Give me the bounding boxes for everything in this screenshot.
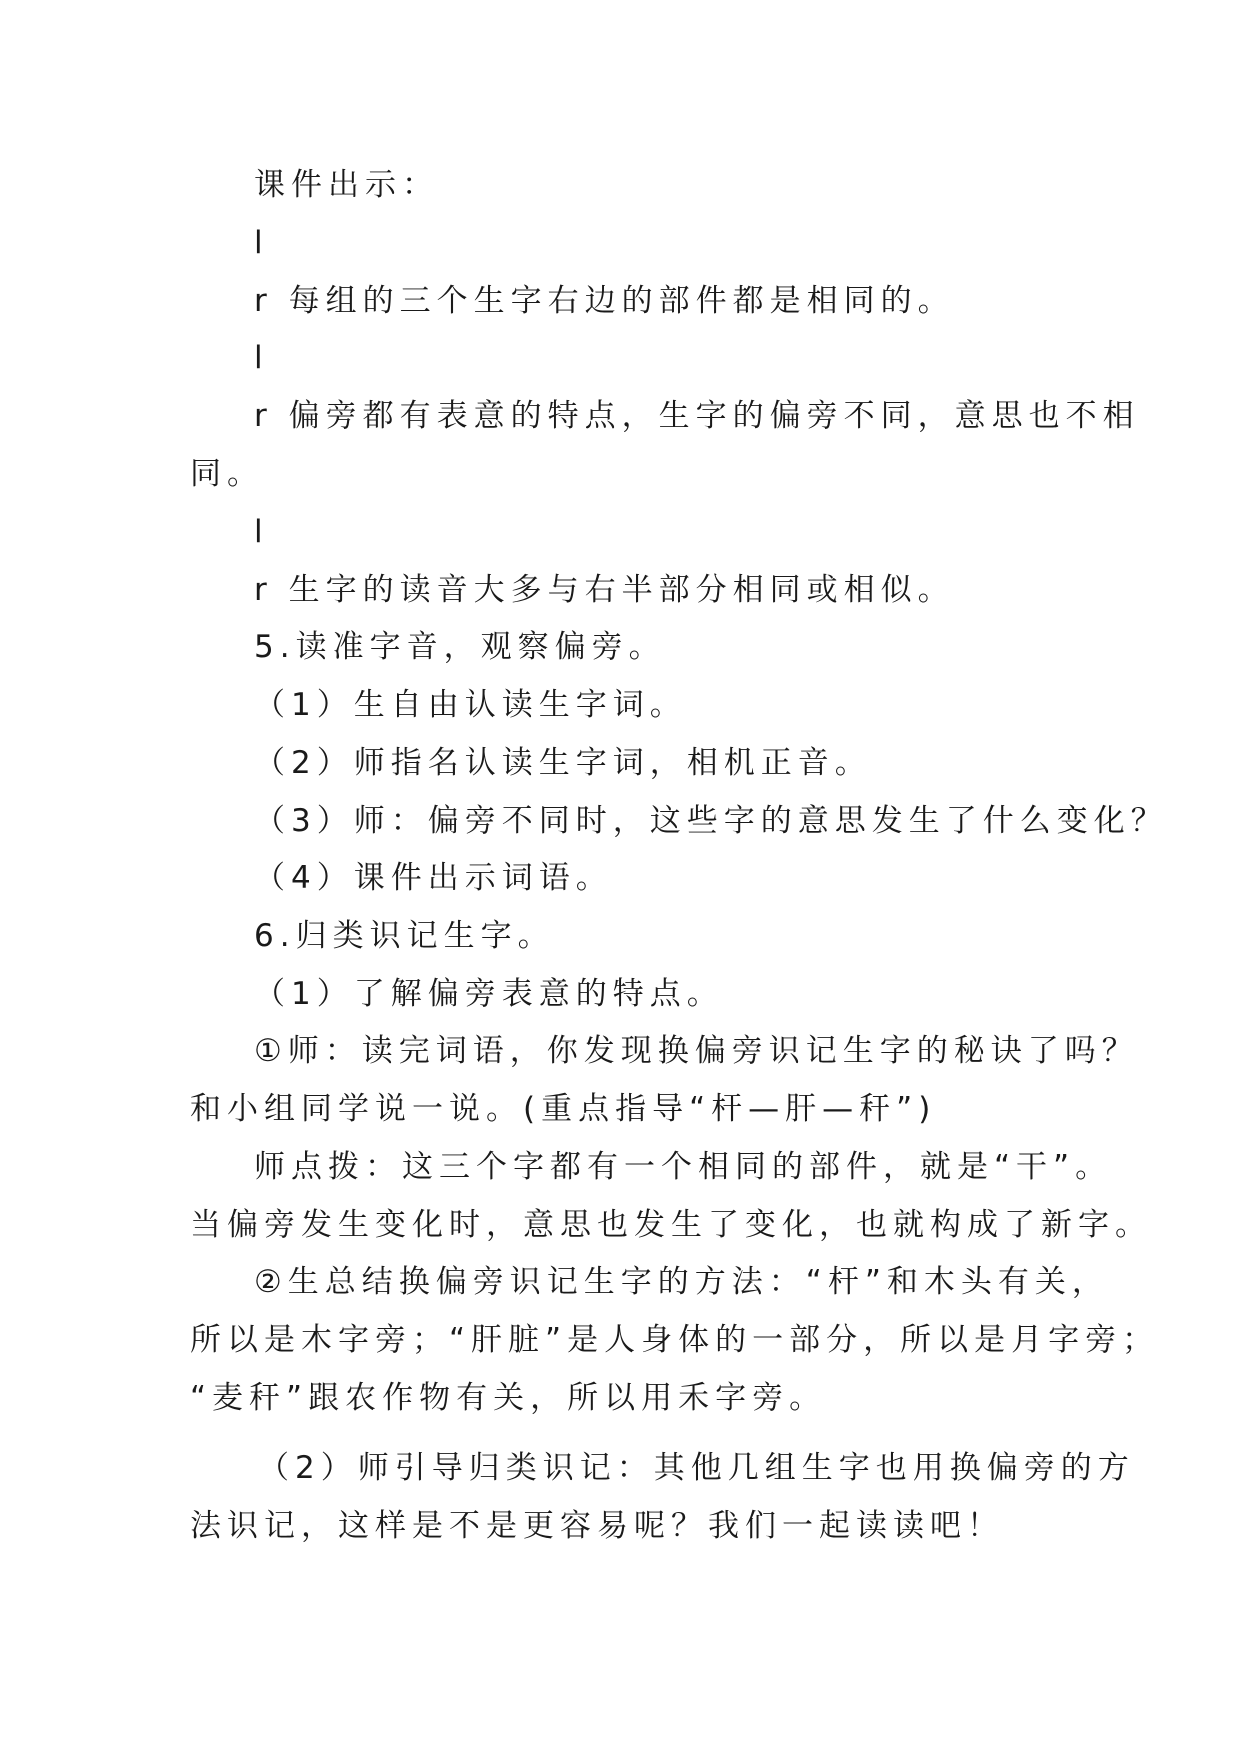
text-line: 当偏旁发生变化时，意思也发生了变化，也就构成了新字。 — [190, 1207, 1152, 1243]
text-line: r 生字的读音大多与右半部分相同或相似。 — [254, 572, 955, 608]
text-line: （3）师：偏旁不同时，这些字的意思发生了什么变化？ — [254, 803, 1168, 839]
text-line: r 偏旁都有表意的特点，生字的偏旁不同，意思也不相 — [254, 398, 1140, 434]
text-line: 法识记，这样是不是更容易呢？我们一起读读吧！ — [190, 1508, 1004, 1544]
text-line: “麦秆”跟农作物有关，所以用禾字旁。 — [190, 1380, 827, 1416]
text-line: 和小组同学说一说。(重点指导“杆—肝—秆”) — [190, 1091, 937, 1127]
text-line: 5.读准字音，观察偏旁。 — [254, 629, 666, 665]
text-line: 6.归类识记生字。 — [254, 918, 555, 954]
text-line: （2）师指名认读生字词，相机正音。 — [254, 745, 872, 781]
text-line: l — [254, 225, 269, 261]
text-line: （4）课件出示词语。 — [254, 860, 613, 896]
text-line: r 每组的三个生字右边的部件都是相同的。 — [254, 283, 955, 319]
text-line: ②生总结换偏旁识记生字的方法：“杆”和木头有关， — [254, 1264, 1109, 1300]
text-line: ①师：读完词语，你发现换偏旁识记生字的秘诀了吗？ — [254, 1033, 1139, 1069]
text-line: （1）生自由认读生字词。 — [254, 687, 687, 723]
text-line: 同。 — [190, 456, 264, 492]
text-line: 课件出示： — [254, 167, 439, 203]
text-line: （1）了解偏旁表意的特点。 — [254, 976, 724, 1012]
text-line: l — [254, 514, 269, 550]
text-line: l — [254, 340, 269, 376]
text-line: 师点拨：这三个字都有一个相同的部件，就是“干”。 — [254, 1149, 1113, 1185]
text-line: （2）师引导归类识记：其他几组生字也用换偏旁的方 — [258, 1450, 1135, 1486]
text-line: 所以是木字旁；“肝脏”是人身体的一部分，所以是月字旁； — [190, 1322, 1160, 1358]
